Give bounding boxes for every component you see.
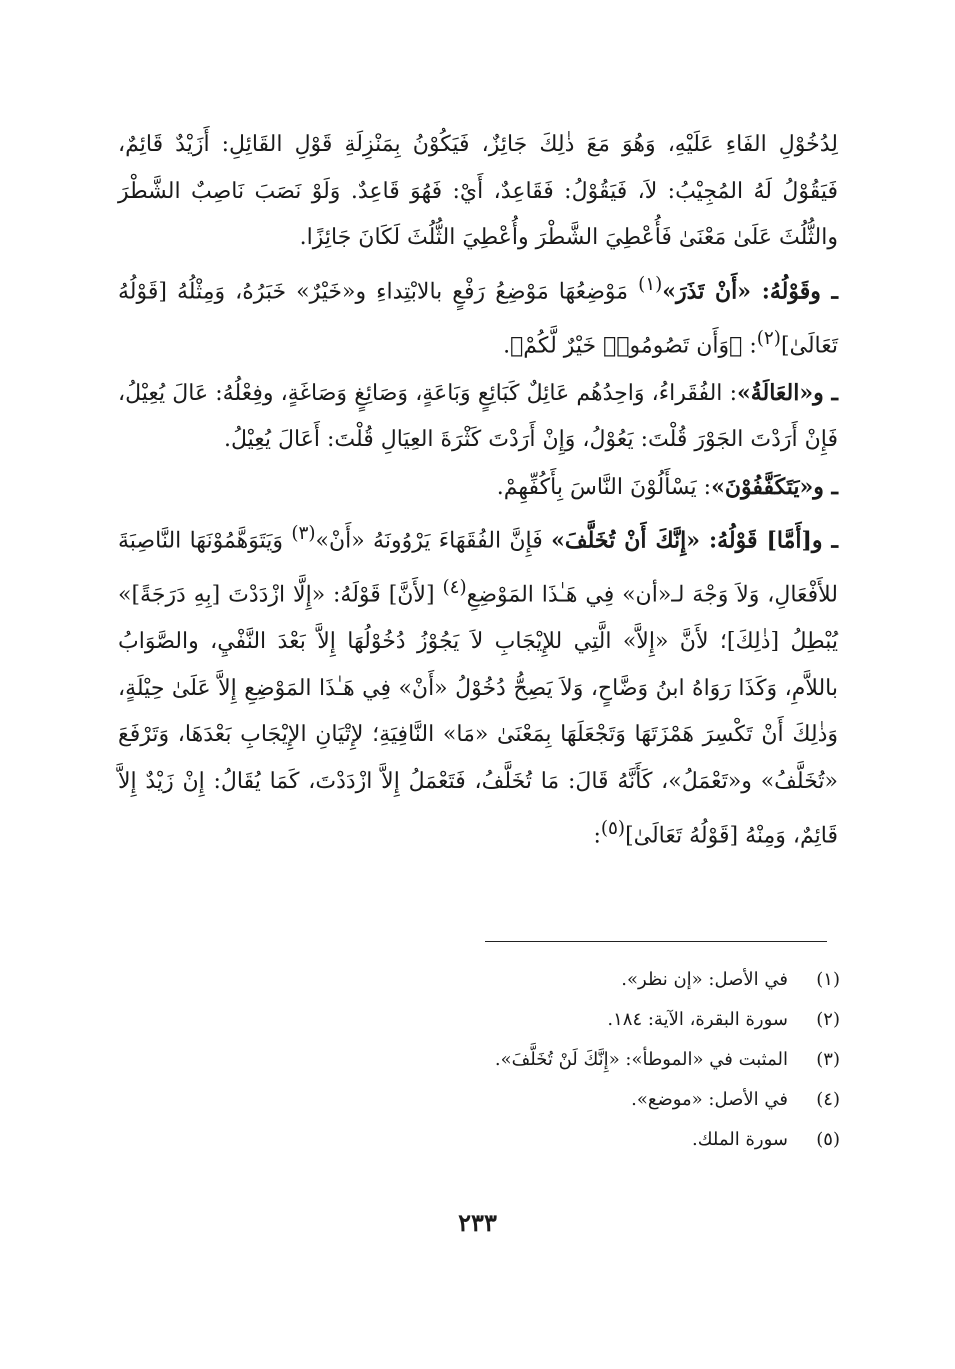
footnote-ref-1: (١) bbox=[638, 273, 663, 295]
footnote-2 bbox=[380, 1000, 840, 1040]
footnotes bbox=[380, 960, 840, 1160]
footnote-text: في الأصل: «إن نظر». bbox=[621, 969, 788, 990]
paragraph-2-quote: : ﴿وَأَن تَصُومُوا۟ خَيْرٌ لَّكُمْ﴾. bbox=[503, 333, 757, 359]
footnote-number: (٥) bbox=[816, 1129, 840, 1150]
paragraph-5-text-2: وَيَتَوَهَّمُوْنَهَا النَّاصِبَةَ للأَفْعَالِ، وَلاَ وَجْهَ لـ«أن» فِي هَـٰذَا المَوْضِعِ bbox=[118, 528, 838, 608]
paragraph-1-text: لِدُخُوْلِ الفَاءِ عَلَيْهِ، وَهُوَ مَعَ ذٰلِكَ جَائِزٌ، فَيَكُوْنُ بِمَنْزِلَةِ قَوْلِ القَائِلِ: أَزَيْدٌ قَائِمٌ، فَيَقُوْلُ لَهُ المُجِيْبُ: لاَ، فَيَقُوْلُ: فَقَاعِدٌ، أَيْ: فَهُوَ قَاعِدٌ. وَلَوْ نَصَبَ نَاصِبٌ الشَّطْرَ والثُّلُثَ عَلَىٰ مَعْنَىٰ فَأُعْطِيَ الشَّطْرَ وأُعْطِيَ الثُّلُثَ لَكَانَ جَائِزًا. bbox=[118, 132, 838, 251]
paragraph-2 bbox=[118, 262, 838, 370]
footnote-text: سورة البقرة، الآية: ١٨٤. bbox=[607, 1009, 788, 1030]
paragraph-3 bbox=[118, 370, 838, 464]
paragraph-5-text: فَإِنَّ الفُقَهَاءَ يَرْوُونَهُ «أَنْ» bbox=[315, 528, 552, 554]
paragraph-1 bbox=[118, 122, 838, 262]
paragraph-5-text-3: [لأَنَّ] قَوْلَهُ: «إِلَّا ازْدَدْتَ [بِهِ دَرَجَةً]» يُبْطِلُ [ذٰلِكَ]؛ لأَنَّ «إِلاَّ» الَّتِي للإِيْجَابِ لاَ يَجُوْزُ دُخُوْلُهَا إِلاَّ بَعْدَ النَّفْيِ، والصَّوَابُ باللاَّمِ، وَكَذَا رَوَاهُ ابنُ وَضَّاحٍ، وَلاَ يَصِحُّ دُخُوْلُ «أَنْ» فِي هَـٰذَا المَوْضِعِ إِلاَّ عَلَىٰ حِيْلَةٍ، وَذٰلِكَ أَنْ تَكْسِرَ هَمْزَتَهَا وَتَجْعَلَهَا بِمَعْنَىٰ «مَا» النَّافِيَةِ؛ لإِتْيَانِ الإِيْجَابِ بَعْدَهَا، وَتَرْفَعَ «تُخَلَّفُ» و«تَعْمَلُ»، كَأَنَّهُ قَالَ: مَا تُخَلَّفُ، فَتَعْمَلُ إِلاَّ ازْدَدْتَ، كَمَا يُقَالُ: إِنْ زَيْدٌ إِلاَّ قَائِمٌ، وَمِنْهُ [قَوْلُهُ تَعَالَىٰ] bbox=[118, 582, 838, 848]
footnote-ref-5: (٥) bbox=[600, 817, 626, 839]
paragraph-3-lead: ـ و«العَالَةُ» bbox=[736, 379, 838, 406]
main-text bbox=[118, 122, 838, 860]
footnote-text: في الأصل: «موضع». bbox=[631, 1089, 788, 1110]
paragraph-2-lead: ـ وقَوْلُهُ: «أَنْ تَذَرَ» bbox=[662, 278, 838, 305]
paragraph-2-text: مَوْضِعُهَا مَوْضِعُ رَفْعٍ بالابْتِداءِ و«خَيْرٌ» خَبَرُهُ، وَمِثْلُهُ [قَوْلُهُ تَعَالَىٰ] bbox=[118, 279, 838, 359]
footnote-number: (٤) bbox=[816, 1089, 840, 1110]
footnote-1 bbox=[380, 960, 840, 1000]
footnote-ref-4: (٤) bbox=[442, 577, 467, 599]
paragraph-4 bbox=[118, 464, 838, 512]
paragraph-3-text: : الفُقَراءُ، وَاحِدُهُم عَائِلٌ كَبَائِعٍ وَبَاعَةٍ، وَصَائِغٍ وَصَاغَةٍ، وفِعْلُهُ: عَالَ يُعِيْلُ، فَإِنْ أَرَدْتَ الجَوْرَ قُلْتَ: يَعُوْلُ، وَإِنْ أَرَدْتَ كَثْرَةَ العِيَالِ قُلْتَ: أَعَالَ يُعِيْلُ. bbox=[118, 380, 838, 453]
paragraph-4-text: : يَسْأَلُوْنَ النَّاسَ بِأَكُفِّهِمْ. bbox=[496, 474, 712, 500]
footnote-number: (٢) bbox=[816, 1009, 840, 1030]
footnote-ref-2: (٢) bbox=[756, 327, 781, 349]
footnote-3 bbox=[380, 1040, 840, 1080]
footnote-number: (١) bbox=[816, 969, 840, 990]
footnote-ref-3: (٣) bbox=[291, 523, 316, 545]
footnote-4 bbox=[380, 1080, 840, 1120]
page-number: ٢٣٣ bbox=[458, 1208, 497, 1237]
paragraph-5-end: : bbox=[593, 822, 601, 848]
footnote-divider bbox=[485, 941, 827, 942]
footnote-5 bbox=[380, 1120, 840, 1160]
footnote-number: (٣) bbox=[816, 1049, 840, 1070]
footnote-text: سورة الملك. bbox=[692, 1129, 788, 1150]
paragraph-5 bbox=[118, 511, 838, 859]
paragraph-5-lead: ـ و[أَمَّا] قَوْلُهُ: «إِنَّكَ أَنْ تُخَلَّفَ» bbox=[551, 527, 838, 554]
paragraph-4-lead: ـ و«يَتَكَفَّفُوْنَ» bbox=[711, 473, 838, 500]
footnote-text: المثبت في «الموطأ»: «إِنَّكَ لَنْ تُخَلَّفَ». bbox=[494, 1049, 788, 1070]
